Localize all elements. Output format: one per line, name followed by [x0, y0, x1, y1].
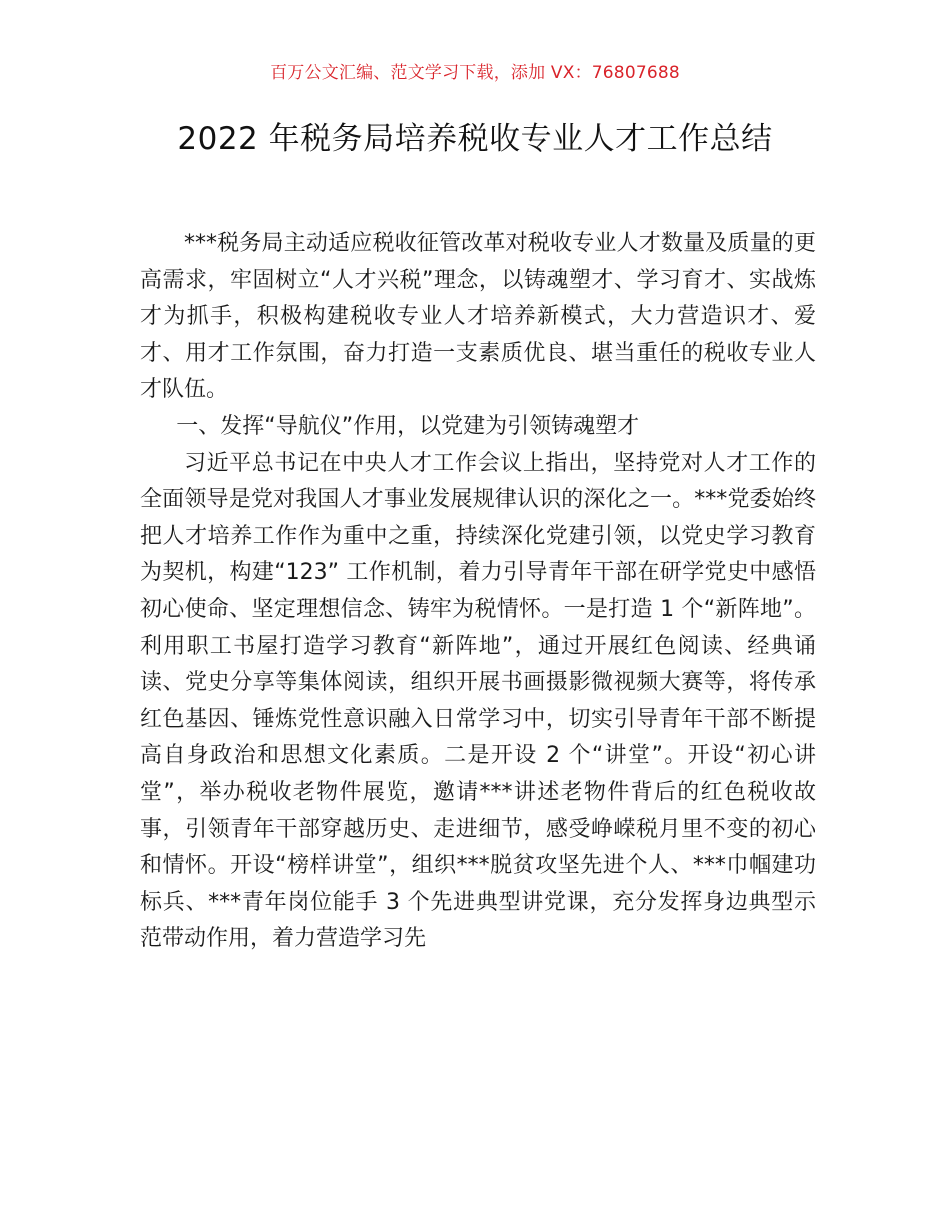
section-heading-1: 一、发挥“导航仪”作用，以党建为引领铸魂塑才 — [176, 413, 640, 439]
body-paragraph: 习近平总书记在中央人才工作会议上指出，坚持党对人才工作的全面领导是党对我国人才事业发展规律认识的深化之一。***党委始终把人才培养工作作为重中之重，持续深化党建引领，以党史学习教育为契机，构建“123” 工作机制，着力引导青年干部在研学党史中感悟初心使命、坚定理想信念、铸牢为税情怀。一是打造 1 个“新阵地”。利用职工书屋打造学习教育“新阵地”，通过开展红色阅读、经典诵读、党史分享等集体阅读，组织开展书画摄影微视频大赛等，将传承红色基因、锤炼党性意识融入日常学习中，切实引导青年干部不断提高自身政治和思想文化素质。二是开设 2 个“讲堂”。开设“初心讲堂”，举办税收老物件展览，邀请***讲述老物件背后的红色税收故事，引领青年干部穿越历史、走进细节，感受峥嵘税月里不变的初心和情怀。开设“榜样讲堂”，组织***脱贫攻坚先进个人、***巾帼建功标兵、***青年岗位能手 3 个先进典型讲党课，充分发挥身边典型示范带动作用，着力营造学习先 — [140, 450, 816, 952]
document-title: 2022 年税务局培养税收专业人才工作总结 — [177, 121, 773, 157]
header-note: 百万公文汇编、范文学习下载，添加 VX：76807688 — [270, 63, 680, 83]
intro-paragraph: ***税务局主动适应税收征管改革对税收专业人才数量及质量的更高需求，牢固树立“人才兴税”理念，以铸魂塑才、学习育才、实战炼才为抓手，积极构建税收专业人才培养新模式，大力营造识才、爱才、用才工作氛围，奋力打造一支素质优良、堪当重任的税收专业人才队伍。 — [140, 231, 816, 403]
document-body — [140, 226, 816, 958]
